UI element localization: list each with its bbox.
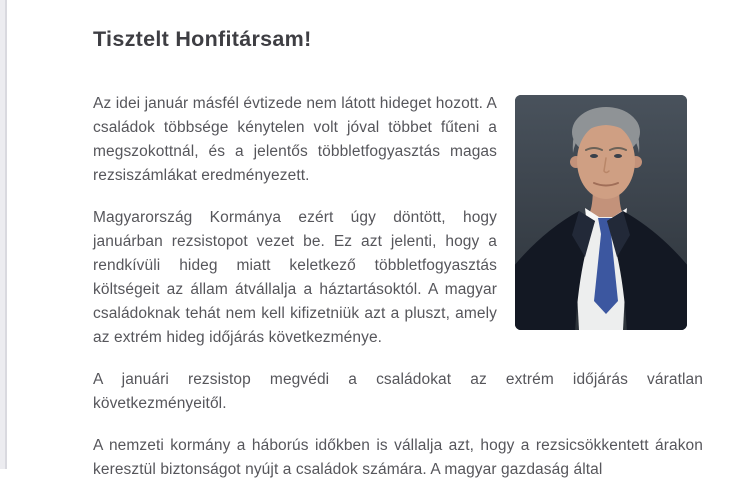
eye-right-shape — [614, 154, 622, 158]
portrait-illustration — [515, 95, 687, 330]
paragraph-4: A nemzeti kormány a háborús időkben is vállalja azt, hogy a rezsicsökkentett árakon keresztül biztonságot nyújt a családok számára. A magyar gazdaság által — [93, 437, 703, 478]
paragraph-2: Magyarország Kormánya ezért úgy döntött, hogy januárban rezsistopot vezet be. Ez azt jelenti, hogy a rendkívüli hideg miatt keletkező többletfogyasztás költségeit az állam átvállalja a háztartásoktól. A magyar családoknak tehát nem kell kifizetniük azt a pluszt, amely az extrém hideg időjárás következménye. — [93, 209, 497, 346]
page-left-edge — [0, 0, 7, 469]
portrait-photo — [515, 95, 687, 330]
eye-left-shape — [590, 154, 598, 158]
paragraph-1: Az idei január másfél évtizede nem látott hideget hozott. A családok többsége kénytelen volt jóval többet fűteni a megszokottnál, és a jelentős többletfogyasztás magas rezsiszámlákat eredményezett. — [93, 95, 497, 184]
letter-title: Tisztelt Honfitársam! — [93, 27, 312, 51]
paragraph-3: A januári rezsistop megvédi a családokat az extrém időjárás váratlan következményeitől. — [93, 371, 703, 412]
